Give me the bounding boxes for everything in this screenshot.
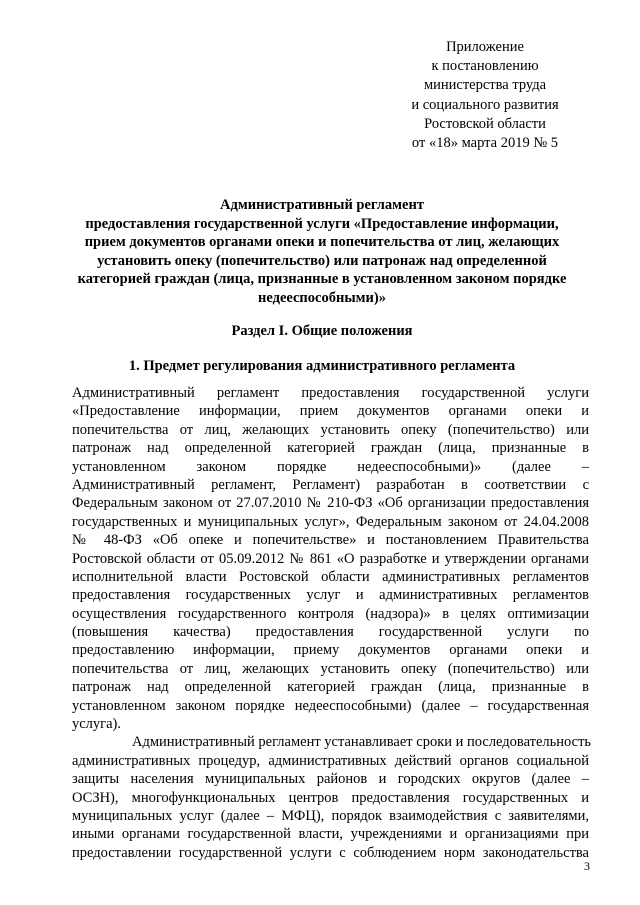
paragraph bbox=[72, 733, 592, 862]
title-line: Административный регламент bbox=[220, 197, 424, 213]
paragraph-line: установленном законом порядке недееспособными) (далее – государственная bbox=[72, 697, 589, 714]
paragraph-line: патронаж над определенной категорией граждан (лица, признанные в bbox=[72, 679, 589, 696]
title-line: предоставления государственной услуги «Предоставление информации, bbox=[85, 215, 559, 232]
paragraph-line: защиты населения муниципальных районов и городских округов (далее – bbox=[72, 771, 589, 788]
appendix-line: и социального развития bbox=[411, 96, 559, 113]
paragraph-line: Федеральным законом от 27.07.2010 № 210-ФЗ «Об организации предоставления bbox=[72, 495, 589, 512]
title-line: прием документов органами опеки и попечительства от лиц, желающих bbox=[84, 234, 560, 251]
title-line: недееспособными)» bbox=[258, 289, 386, 306]
paragraph-line: предоставлении государственной услуги с соблюдением норм законодательства bbox=[72, 844, 589, 861]
subsection-title: 1. Предмет регулирования административного регламента bbox=[128, 358, 516, 374]
paragraph-line: административных процедур, административных действий органов социальной bbox=[72, 752, 589, 769]
paragraph-line: муниципальных услуг (далее – МФЦ), порядок взаимодействия с заявителями, bbox=[72, 807, 589, 824]
paragraph-line: патронаж над определенной категорией граждан (лица, признанные в bbox=[72, 440, 589, 457]
paragraph-line: установленном законом порядке недееспособными)» (далее – bbox=[72, 458, 589, 475]
paragraph-line: государственных и муниципальных услуг», Федеральным законом от 24.04.2008 bbox=[72, 513, 589, 530]
paragraph-line: Административный регламент, Регламент) разработан в соответствии с bbox=[72, 476, 589, 493]
section-title: Раздел I. Общие положения bbox=[231, 323, 413, 339]
page-number: 3 bbox=[584, 859, 590, 873]
paragraph-line: осуществления государственного контроля (надзора)» в целях оптимизации bbox=[72, 605, 589, 622]
title-line: установить опеку (попечительство) или патронаж над определенной bbox=[97, 252, 547, 269]
paragraph-line: № 48-ФЗ «Об опеке и попечительстве» и постановлением Правительства bbox=[72, 532, 589, 549]
paragraph-line: ОСЗН), многофункциональных центров предоставления государственных и bbox=[72, 789, 589, 806]
paragraph bbox=[72, 384, 589, 733]
paragraph-line: услуга). bbox=[72, 716, 122, 733]
paragraph-line: иными органами государственной власти, учреждениями и организациями при bbox=[72, 826, 589, 843]
appendix-line: к постановлению bbox=[431, 58, 539, 75]
appendix-line: Ростовской области bbox=[424, 115, 546, 132]
paragraph-line: (повышения качества) предоставления государственной услуги по bbox=[72, 624, 589, 641]
paragraph-line: Административный регламент устанавливает сроки и последовательность bbox=[132, 734, 592, 751]
title-line: категорией граждан (лица, признанные в установленном законом порядке bbox=[77, 271, 567, 288]
paragraph-line: «Предоставление информации, прием документов органами опеки и bbox=[72, 403, 589, 420]
appendix-line: Приложение bbox=[446, 39, 524, 55]
body-text bbox=[72, 384, 592, 862]
paragraph-line: предоставлению информации, приему документов органами опеки и bbox=[72, 642, 589, 659]
appendix-line: министерства труда bbox=[423, 77, 547, 94]
paragraph-line: исполнительной власти Ростовской области административных регламентов bbox=[72, 568, 589, 585]
appendix-block bbox=[382, 38, 588, 153]
paragraph-line: Ростовской области от 05.09.2012 № 861 «О разработке и утверждении органами bbox=[72, 550, 589, 567]
paragraph-line: попечительства от лиц, желающих установить опеку (попечительство) или bbox=[72, 660, 589, 677]
paragraph-line: попечительства от лиц, желающих установить опеку (попечительство) или bbox=[72, 421, 589, 438]
paragraph-line: Административный регламент предоставления государственной услуги bbox=[72, 385, 589, 401]
paragraph-line: предоставления государственных услуг и административных регламентов bbox=[72, 587, 589, 604]
appendix-line: от «18» марта 2019 № 5 bbox=[411, 135, 559, 152]
document-title bbox=[62, 196, 582, 308]
